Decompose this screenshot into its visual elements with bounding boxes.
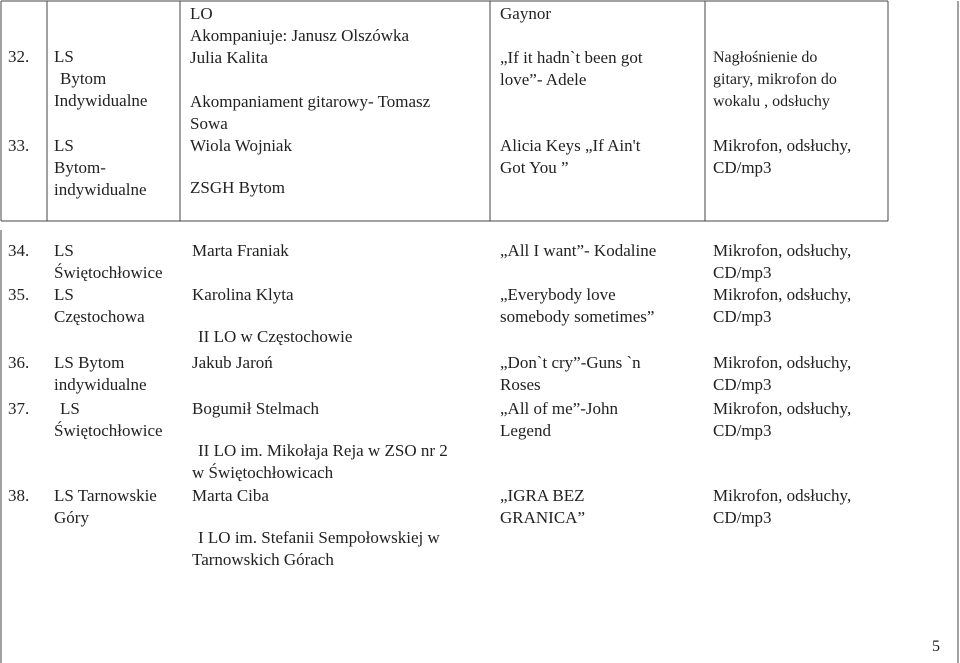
song-line: „All I want”- Kodaline — [500, 241, 657, 260]
school-line: LS Bytom — [54, 353, 125, 372]
school-line: LS Tarnowskie — [54, 486, 157, 505]
equipment-line: gitary, mikrofon do — [713, 71, 837, 88]
song-line: Legend — [500, 421, 551, 440]
school-line: indywidualne — [54, 180, 147, 199]
performer-line: Bogumił Stelmach — [192, 399, 320, 418]
equipment-line: Mikrofon, odsłuchy, — [713, 353, 852, 372]
performer-line: Julia Kalita — [190, 48, 268, 67]
performer-line: w Świętochłowicach — [192, 463, 334, 482]
song-line: GRANICA” — [500, 508, 585, 527]
song-line: Gaynor — [500, 4, 551, 23]
lp-32: 32. — [8, 47, 30, 66]
performer-line: Marta Ciba — [192, 486, 269, 505]
equipment-line: Mikrofon, odsłuchy, — [713, 486, 852, 505]
song-line: „All of me”-John — [500, 399, 619, 418]
performer-line: Akompaniuje: Janusz Olszówka — [190, 26, 410, 45]
lp-34: 34. — [8, 241, 30, 260]
performer-line: Wiola Wojniak — [190, 136, 292, 155]
equipment-line: CD/mp3 — [713, 508, 772, 527]
song-line: „IGRA BEZ — [500, 486, 585, 505]
school-line: LS — [54, 241, 74, 260]
equipment-line: Mikrofon, odsłuchy, — [713, 241, 852, 260]
lp-38: 38. — [8, 486, 30, 505]
school-line: Świętochłowice — [54, 263, 163, 282]
equipment-line: CD/mp3 — [713, 375, 772, 394]
performer-line: Tarnowskich Górach — [192, 550, 334, 569]
lp-33: 33. — [8, 136, 30, 155]
school-line: Częstochowa — [54, 307, 145, 326]
song-line: „Don`t cry”-Guns `n — [500, 353, 641, 372]
equipment-line: Nagłośnienie do — [713, 49, 818, 66]
equipment-line: Mikrofon, odsłuchy, — [713, 136, 852, 155]
school-line: Bytom — [60, 69, 107, 88]
song-line: Alicia Keys „If Ain't — [500, 136, 641, 155]
song-line: „Everybody love — [500, 285, 616, 304]
lp-37: 37. — [8, 399, 30, 418]
performer-line: I LO im. Stefanii Sempołowskiej w — [198, 528, 440, 547]
performer-line: LO — [190, 4, 213, 23]
equipment-line: CD/mp3 — [713, 158, 772, 177]
equipment-line: Mikrofon, odsłuchy, — [713, 285, 852, 304]
school-line: LS — [54, 285, 74, 304]
performer-line: II LO w Częstochowie — [198, 327, 353, 346]
song-line: Got You ” — [500, 158, 569, 177]
school-line: Indywidualne — [54, 91, 148, 110]
song-line: Roses — [500, 375, 541, 394]
performer-line: Karolina Klyta — [192, 285, 294, 304]
lp-36: 36. — [8, 353, 30, 372]
song-line: love”- Adele — [500, 70, 587, 89]
performer-line: Marta Franiak — [192, 241, 289, 260]
performer-line: II LO im. Mikołaja Reja w ZSO nr 2 — [198, 441, 448, 460]
equipment-line: CD/mp3 — [713, 263, 772, 282]
equipment-line: CD/mp3 — [713, 421, 772, 440]
lp-35: 35. — [8, 285, 30, 304]
equipment-line: Mikrofon, odsłuchy, — [713, 399, 852, 418]
song-line: „If it hadn`t been got — [500, 48, 643, 67]
performer-line: Sowa — [190, 114, 228, 133]
school-line: LS — [54, 136, 74, 155]
equipment-line: CD/mp3 — [713, 307, 772, 326]
school-line: LS — [60, 399, 80, 418]
song-line: somebody sometimes” — [500, 307, 655, 326]
page-number: 5 — [932, 638, 940, 655]
school-line: Świętochłowice — [54, 421, 163, 440]
school-line: Góry — [54, 508, 89, 527]
equipment-line: wokalu , odsłuchy — [713, 93, 830, 110]
performer-line: Jakub Jaroń — [192, 353, 273, 372]
school-line: LS — [54, 47, 74, 66]
performer-line: Akompaniament gitarowy- Tomasz — [190, 92, 431, 111]
school-line: indywidualne — [54, 375, 147, 394]
performer-line: ZSGH Bytom — [190, 178, 285, 197]
school-line: Bytom- — [54, 158, 106, 177]
